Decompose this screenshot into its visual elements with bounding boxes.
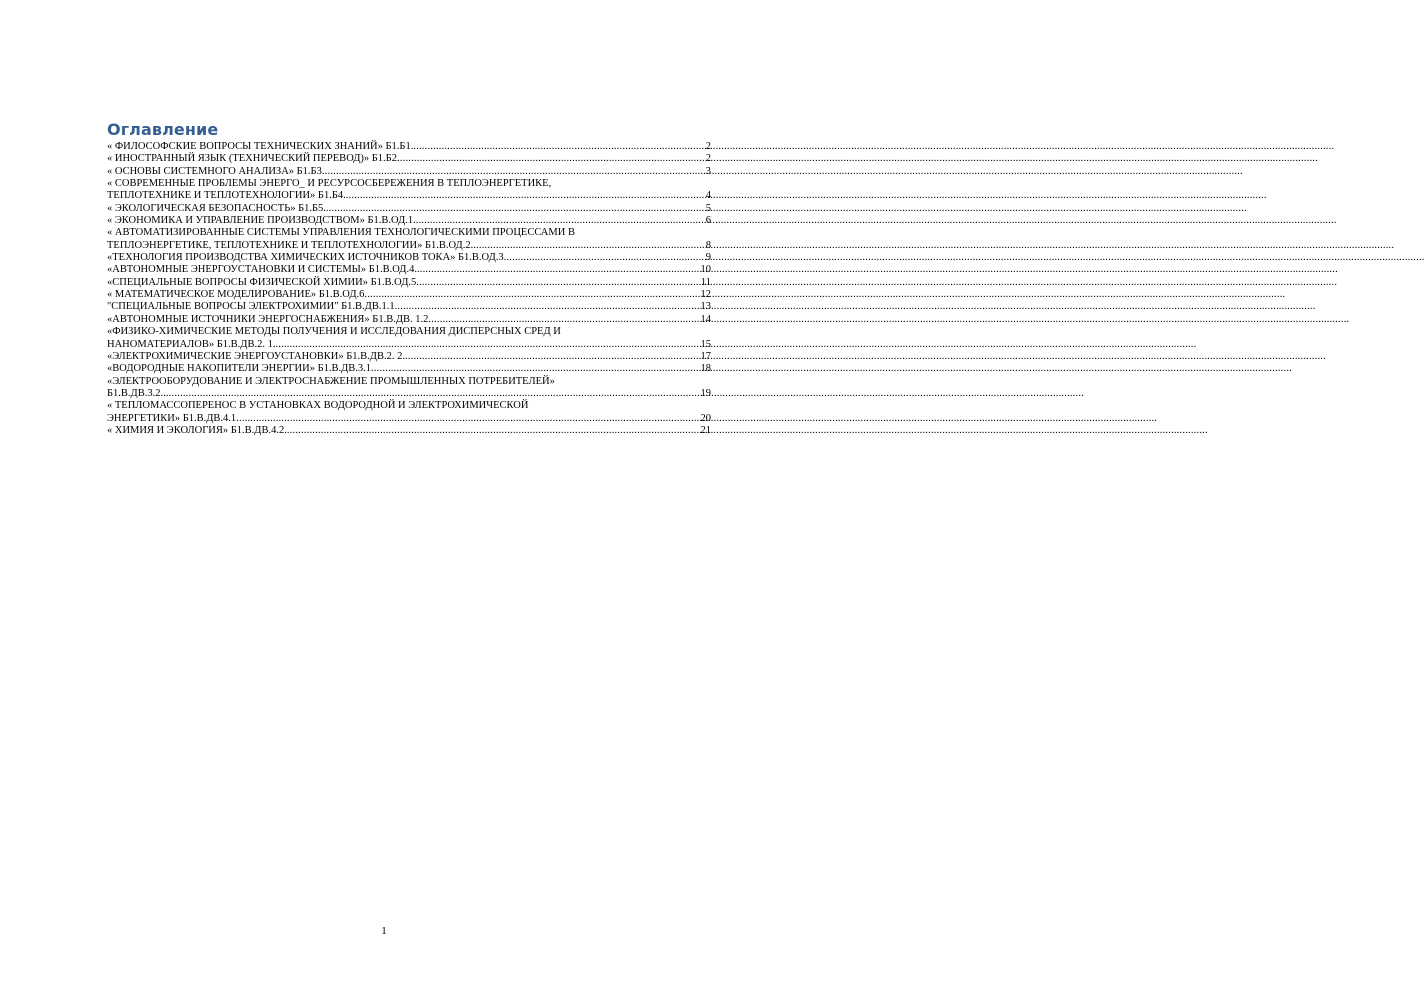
- toc-dot-leader: [413, 141, 704, 153]
- toc-entry-item: [107, 227, 711, 252]
- toc-entry-item: [107, 215, 711, 227]
- toc-entry-line: [107, 166, 711, 178]
- toc-entry-item: [107, 277, 711, 289]
- toc-page-number: 8: [705, 239, 711, 251]
- toc-entry-link[interactable]: [107, 252, 711, 264]
- toc-entry-line: [107, 178, 711, 190]
- toc-dot-leader: [163, 388, 699, 400]
- toc-entry-title: «АВТОНОМНЫЕ ИСТОЧНИКИ ЭНЕРГОСНАБЖЕНИЯ» Б1.В.ДВ. 1.2: [107, 313, 429, 325]
- toc-page-number: 12: [700, 289, 711, 301]
- page-number: 1: [381, 925, 387, 937]
- toc-entry-link[interactable]: [107, 277, 711, 289]
- toc-page-number: 15: [700, 338, 711, 350]
- toc-entry-title: "СПЕЦИАЛЬНЫЕ ВОПРОСЫ ЭЛЕКТРОХИМИИ" Б1.В.ДВ.1.1: [107, 301, 395, 313]
- toc-entry-item: [107, 203, 711, 215]
- toc-page-number: 3: [705, 165, 711, 177]
- toc-dot-leader: [397, 153, 705, 165]
- toc-entry-link[interactable]: [107, 227, 711, 252]
- toc-page-number: 13: [700, 301, 711, 313]
- toc-page-number: 14: [700, 313, 711, 325]
- toc-entry-title: « ФИЛОСОФСКИЕ ВОПРОСЫ ТЕХНИЧЕСКИХ ЗНАНИЙ» Б1.Б1.: [107, 141, 414, 152]
- toc-dot-leader: [405, 351, 700, 363]
- toc-page-number: 19: [700, 387, 711, 399]
- toc-entry-title: ЭНЕРГЕТИКИ» Б1.В.ДВ.4.1: [107, 412, 237, 424]
- toc-entry-line: [107, 413, 711, 425]
- toc-entry-item: [107, 351, 711, 363]
- toc-entry-link[interactable]: [107, 326, 711, 351]
- toc-entry-item: [107, 301, 711, 313]
- toc-entry-title: « ЭКОЛОГИЧЕСКАЯ БЕЗОПАСНОСТЬ» Б1.Б5.: [107, 202, 326, 214]
- toc-entry-title: « ХИМИЯ И ЭКОЛОГИЯ» Б1.В.ДВ.4.2.: [107, 424, 287, 436]
- toc-entry-title: НАНОМАТЕРИАЛОВ» Б1.В.ДВ.2. 1.: [107, 338, 276, 350]
- toc-entry-link[interactable]: [107, 264, 711, 276]
- toc-entry-line: [107, 153, 711, 165]
- toc-dot-leader: [416, 215, 705, 227]
- toc-entry-line: [107, 190, 711, 202]
- toc-entry-item: [107, 363, 711, 375]
- toc-entry-title: « МАТЕМАТИЧЕСКОЕ МОДЕЛИРОВАНИЕ» Б1.В.ОД.6: [107, 289, 365, 301]
- toc-entry-title: ТЕПЛОТЕХНИКЕ И ТЕПЛОТЕХНОЛОГИИ» Б1.Б4.: [107, 190, 346, 202]
- toc-entry-link[interactable]: [107, 203, 711, 215]
- toc-dot-leader: [326, 203, 705, 215]
- toc-entry-item: [107, 314, 711, 326]
- toc-entry-item: [107, 264, 711, 276]
- toc-entry-title: « АВТОМАТИЗИРОВАННЫЕ СИСТЕМЫ УПРАВЛЕНИЯ ТЕХНОЛОГИЧЕСКИМИ ПРОЦЕССАМИ В: [107, 227, 575, 239]
- toc-page-number: 4: [705, 190, 711, 202]
- toc-entry-title: «СПЕЦИАЛЬНЫЕ ВОПРОСЫ ФИЗИЧЕСКОЙ ХИМИИ» Б1.В.ОД.5: [107, 276, 417, 288]
- toc-entry-item: [107, 178, 711, 203]
- toc-entry-title: «ТЕХНОЛОГИЯ ПРОИЗВОДСТВА ХИМИЧЕСКИХ ИСТОЧНИКОВ ТОКА» Б1.В.ОД.3: [107, 252, 504, 264]
- toc-list: [107, 141, 711, 437]
- toc-dot-leader: [364, 289, 699, 301]
- toc-entry-title: «ЭЛЕКТРОХИМИЧЕСКИЕ ЭНЕРГОУСТАНОВКИ» Б1.В.ДВ.2. 2.: [107, 350, 405, 362]
- toc-dot-leader: [395, 301, 700, 313]
- toc-page-number: 5: [705, 202, 711, 214]
- toc-entry-line: [107, 326, 711, 338]
- toc-page-number: 10: [700, 264, 711, 276]
- toc-entry-item: [107, 153, 711, 165]
- toc-entry-link[interactable]: [107, 166, 711, 178]
- toc-entry-item: [107, 166, 711, 178]
- toc-entry-link[interactable]: [107, 400, 711, 425]
- toc-entry-title: Б1.В.ДВ.3.2.: [107, 387, 164, 399]
- toc-dot-leader: [504, 252, 705, 264]
- toc-dot-leader: [287, 425, 700, 437]
- toc-entry-line: [107, 351, 711, 363]
- toc-entry-link[interactable]: [107, 289, 711, 301]
- toc-entry-line: [107, 252, 711, 264]
- toc-dot-leader: [428, 314, 699, 326]
- toc-entry-item: [107, 326, 711, 351]
- toc-entry-title: «ЭЛЕКТРООБОРУДОВАНИЕ И ЭЛЕКТРОСНАБЖЕНИЕ ПРОМЫШЛЕННЫХ ПОТРЕБИТЕЛЕЙ»: [107, 375, 555, 387]
- toc-entry-link[interactable]: [107, 141, 711, 153]
- toc-entry-line: [107, 215, 711, 227]
- toc-page-number: 20: [700, 412, 711, 424]
- toc-entry-line: [107, 277, 711, 289]
- toc-entry-link[interactable]: [107, 314, 711, 326]
- toc-entry-item: [107, 289, 711, 301]
- toc-dot-leader: [416, 277, 700, 289]
- toc-entry-link[interactable]: [107, 215, 711, 227]
- toc-page-number: 11: [700, 276, 711, 288]
- toc-entry-title: « ОСНОВЫ СИСТЕМНОГО АНАЛИЗА» Б1.Б3: [107, 165, 322, 177]
- toc-entry-line: [107, 339, 711, 351]
- toc-entry-line: [107, 141, 711, 153]
- toc-entry-item: [107, 400, 711, 425]
- toc-page-number: 21: [700, 424, 711, 436]
- toc-entry-line: [107, 425, 711, 437]
- toc-dot-leader: [346, 190, 705, 202]
- toc-page-number: 17: [700, 350, 711, 362]
- toc-page-number: 9: [705, 252, 711, 264]
- toc-dot-leader: [236, 413, 699, 425]
- toc-entry-link[interactable]: [107, 363, 711, 375]
- toc-entry-line: [107, 264, 711, 276]
- toc-dot-leader: [473, 240, 705, 252]
- toc-entry-link[interactable]: [107, 153, 711, 165]
- toc-dot-leader: [275, 339, 699, 351]
- toc-entry-link[interactable]: [107, 425, 711, 437]
- toc-entry-item: [107, 425, 711, 437]
- toc-entry-line: [107, 388, 711, 400]
- toc-page-number: 6: [705, 215, 711, 227]
- toc-entry-line: [107, 227, 711, 239]
- toc-entry-title: «АВТОНОМНЫЕ ЭНЕРГОУСТАНОВКИ И СИСТЕМЫ» Б1.В.ОД.4.: [107, 264, 417, 276]
- toc-dot-leader: [322, 166, 705, 178]
- toc-entry-line: [107, 400, 711, 412]
- toc-entry-link[interactable]: [107, 178, 711, 203]
- toc-entry-line: [107, 203, 711, 215]
- toc-entry-title: « ТЕПЛОМАССОПЕРЕНОС В УСТАНОВКАХ ВОДОРОДНОЙ И ЭЛЕКТРОХИМИЧЕСКОЙ: [107, 400, 529, 412]
- toc-entry-title: ТЕПЛОЭНЕРГЕТИКЕ, ТЕПЛОТЕХНИКЕ И ТЕПЛОТЕХНОЛОГИИ» Б1.В.ОД.2.: [107, 239, 474, 251]
- toc-entry-item: [107, 141, 711, 153]
- toc-entry-title: «ФИЗИКО-ХИМИЧЕСКИЕ МЕТОДЫ ПОЛУЧЕНИЯ И ИССЛЕДОВАНИЯ ДИСПЕРСНЫХ СРЕД И: [107, 326, 561, 338]
- toc-entry-line: [107, 376, 711, 388]
- toc-entry-title: « СОВРЕМЕННЫЕ ПРОБЛЕМЫ ЭНЕРГО_ И РЕСУРСОСБЕРЕЖЕНИЯ В ТЕПЛОЭНЕРГЕТИКЕ,: [107, 178, 552, 190]
- toc-entry-line: [107, 363, 711, 375]
- toc-entry-link[interactable]: [107, 351, 711, 363]
- toc-entry-line: [107, 301, 711, 313]
- toc-dot-leader: [417, 264, 700, 276]
- toc-entry-item: [107, 376, 711, 401]
- toc-page-number: 2: [705, 141, 711, 152]
- toc-entry-title: «ВОДОРОДНЫЕ НАКОПИТЕЛИ ЭНЕРГИИ» Б1.В.ДВ.3.1: [107, 363, 372, 375]
- toc-page-number: 18: [700, 363, 711, 375]
- toc-entry-title: « ЭКОНОМИКА И УПРАВЛЕНИЕ ПРОИЗВОДСТВОМ» Б1.В.ОД.1.: [107, 215, 416, 227]
- toc-heading: Оглавление: [107, 120, 219, 139]
- toc-entry-link[interactable]: [107, 301, 711, 313]
- toc-entry-item: [107, 252, 711, 264]
- toc-entry-line: [107, 240, 711, 252]
- toc-entry-link[interactable]: [107, 376, 711, 401]
- toc-entry-line: [107, 314, 711, 326]
- toc-entry-line: [107, 289, 711, 301]
- toc-dot-leader: [371, 363, 699, 375]
- toc-page-number: 2: [705, 153, 711, 165]
- toc-entry-title: « ИНОСТРАННЫЙ ЯЗЫК (ТЕХНИЧЕСКИЙ ПЕРЕВОД)» Б1.Б2: [107, 153, 397, 165]
